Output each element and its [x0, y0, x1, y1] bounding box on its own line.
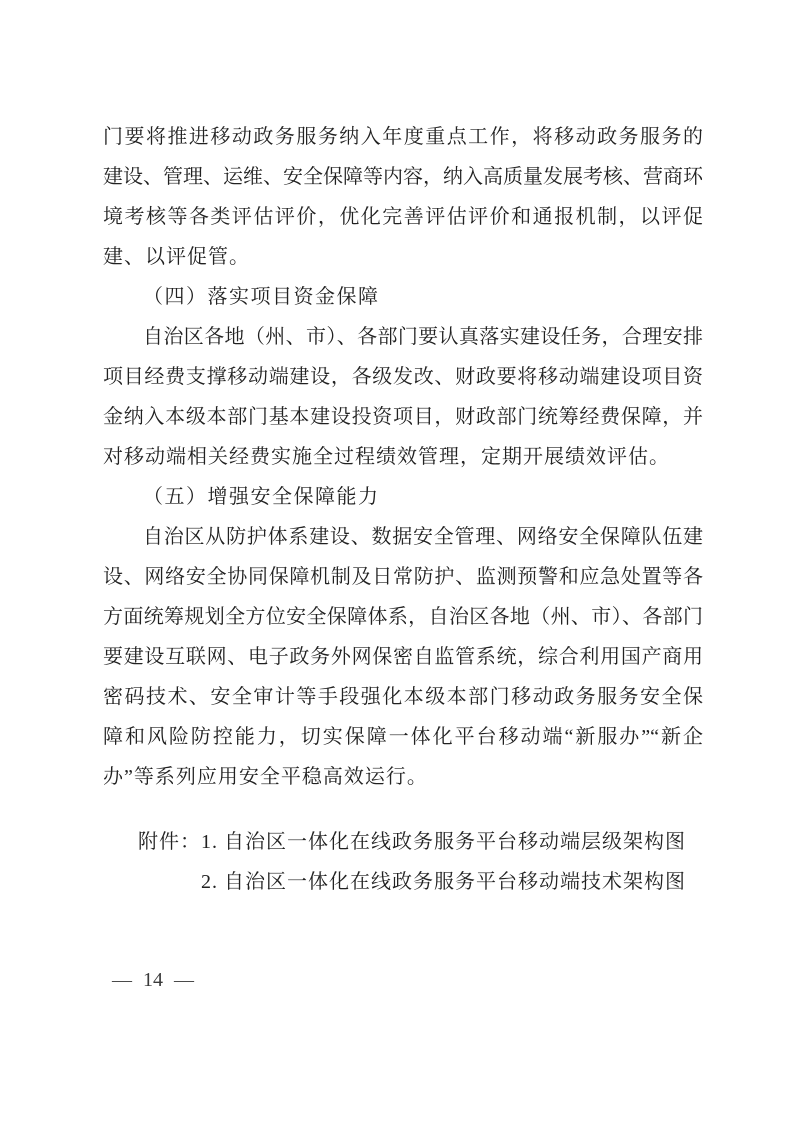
footer-dash-left: — [112, 969, 132, 991]
page-footer [112, 969, 194, 992]
attachment-item-title: 自治区一体化在线政务服务平台移动端技术架构图 [224, 871, 686, 893]
attachment-label: 附件： [138, 831, 201, 853]
body-line: 办”等系列应用安全平稳高效运行。 [103, 766, 428, 788]
attachment-item [201, 862, 686, 902]
attachment-item-title: 自治区一体化在线政务服务平台移动端层级架构图 [224, 831, 686, 853]
body-line: 项目经费支撑移动端建设，各级发改、财政要将移动端建设项目资 [103, 366, 703, 388]
attachment-item [201, 822, 686, 862]
document-body [103, 117, 703, 902]
body-line: 建设、管理、运维、安全保障等内容，纳入高质量发展考核、营商环 [103, 166, 703, 188]
attachment-list [103, 822, 703, 902]
body-line: 设、网络安全协同保障机制及日常防护、监测预警和应急处置等各 [103, 566, 703, 588]
body-line: 建、以评促管。 [103, 246, 250, 268]
body-line: 密码技术、安全审计等手段强化本级本部门移动政务服务安全保 [103, 686, 703, 708]
body-line: 境考核等各类评估评价，优化完善评估评价和通报机制，以评促 [103, 206, 703, 228]
body-line: 对移动端相关经费实施全过程绩效管理，定期开展绩效评估。 [103, 446, 670, 468]
page-number: 14 [143, 969, 163, 991]
footer-dash-right: — [174, 969, 194, 991]
attachment-item-number: 1. [201, 831, 218, 853]
section-heading-five: （五）增强安全保障能力 [143, 486, 380, 508]
body-line: 自治区各地（州、市）、各部门要认真落实建设任务，合理安排 [143, 326, 703, 348]
body-line: 要建设互联网、电子政务外网保密自监管系统，综合利用国产商用 [103, 646, 703, 668]
attachment-items [201, 822, 686, 902]
body-line: 障和风险防控能力，切实保障一体化平台移动端“新服办”“新企 [103, 726, 703, 748]
body-line: 门要将推进移动政务服务纳入年度重点工作，将移动政务服务的 [103, 126, 703, 148]
body-line: 金纳入本级本部门基本建设投资项目，财政部门统筹经费保障，并 [103, 406, 703, 428]
body-line: 自治区从防护体系建设、数据安全管理、网络安全保障队伍建 [143, 526, 703, 548]
attachment-item-number: 2. [201, 871, 218, 893]
section-heading-four: （四）落实项目资金保障 [143, 286, 380, 308]
body-line: 方面统筹规划全方位安全保障体系，自治区各地（州、市）、各部门 [103, 606, 703, 628]
